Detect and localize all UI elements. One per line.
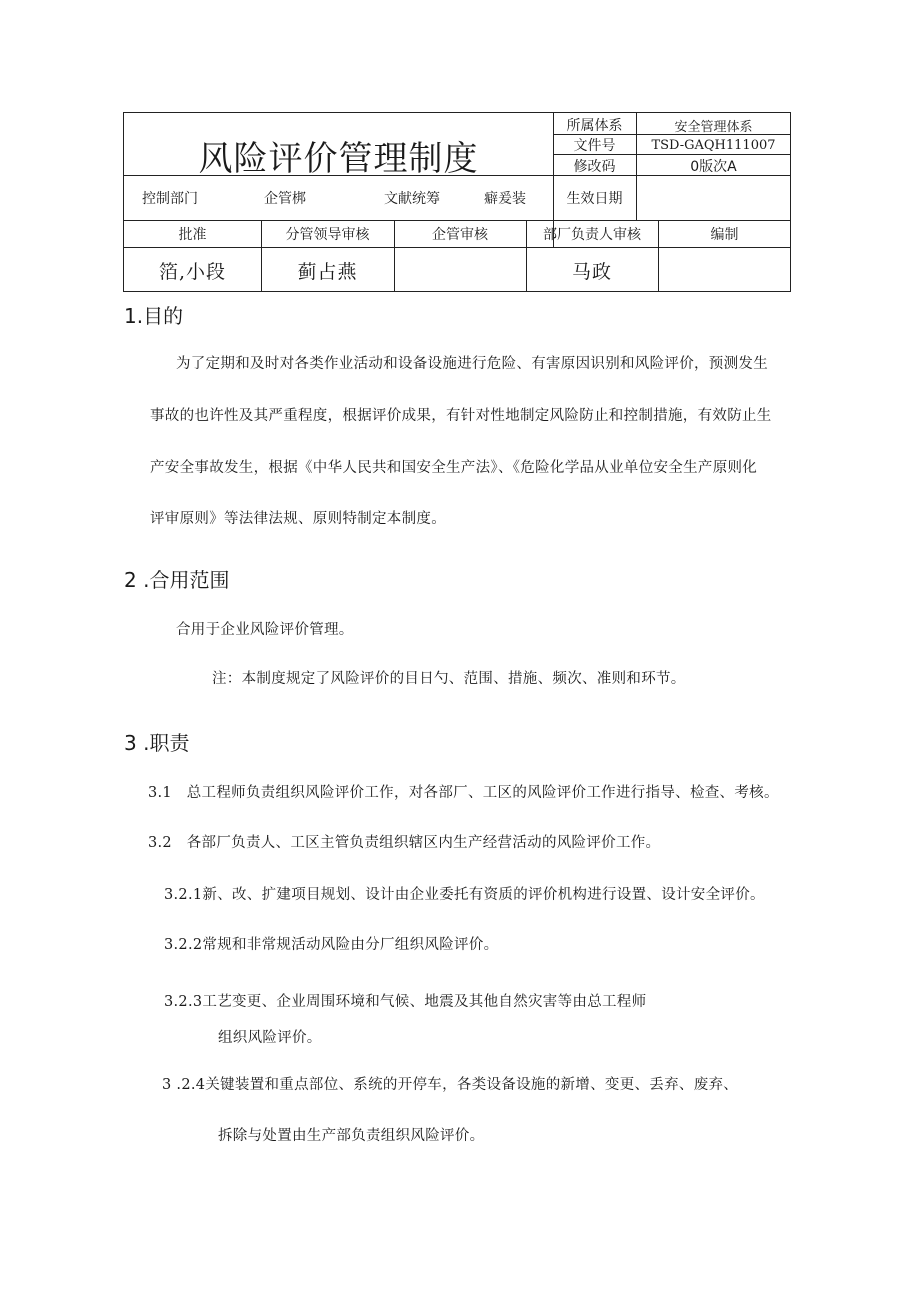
revision-label: 修改码 (573, 159, 616, 175)
approval-col-leader-review: 分管领导审核 (285, 227, 370, 243)
coordination-label: 文献统筹 (384, 191, 440, 207)
section-3-item-cont: 组织风险评价。 (218, 1030, 322, 1046)
section-1-line: 为了定期和及时对各类作业活动和设备设施进行危险、有害原因识别和风险评价，预测发生 (176, 356, 768, 372)
approval-col-approve: 批准 (178, 227, 207, 243)
section-1-line: 评审原则》等法律法规、原则特制定本制度。 (150, 511, 446, 527)
control-dept-value: 企管梆 (264, 191, 306, 207)
approval-col-enterprise-review: 企管审核 (432, 227, 488, 243)
section-1-line: 产安全事故发生，根据《中华人民共和国安全生产法》、《危险化学品从业单位安全生产原则化 (150, 460, 758, 476)
revision-value: 0版次A (690, 159, 737, 175)
signature-leader-review: 蓟占燕 (297, 260, 358, 283)
signature-approve: 箔,小段 (158, 260, 227, 283)
section-3-item: 3.2.1新、改、扩建项目规划、设计由企业委托有资质的评价机构进行设置、设计安全评价。 (164, 887, 765, 903)
section-2-line: 合用于企业风险评价管理。 (176, 622, 354, 638)
coordination-value: 癖爰装 (484, 191, 526, 207)
section-2-heading: 2 .合用范围 (124, 568, 230, 592)
section-2-note: 注：本制度规定了风险评价的目日勺、范围、措施、频次、准则和环节。 (212, 671, 686, 687)
signature-enterprise-review (394, 248, 526, 292)
document-header-table (123, 112, 791, 292)
docno-label: 文件号 (573, 138, 616, 154)
system-value: 安全管理体系 (674, 119, 753, 135)
section-3-item: 3.2 各部厂负责人、工区主管负责组织辖区内生产经营活动的风险评价工作。 (148, 835, 661, 851)
document-title: 风险评价管理制度 (198, 138, 479, 179)
section-3-item: 3.2.2常规和非常规活动风险由分厂组织风险评价。 (164, 937, 499, 953)
effective-date-label: 生效日期 (566, 191, 623, 207)
system-label: 所属体系 (566, 118, 623, 134)
effective-date-value (636, 176, 791, 220)
signature-dept-review: 马政 (571, 260, 612, 283)
approval-col-dept-review: 部厂负责人审核 (543, 227, 641, 243)
docno-value: TSD-GAQH111007 (651, 137, 776, 153)
section-3-item-cont: 拆除与处置由生产部负责组织风险评价。 (218, 1128, 485, 1144)
section-1-line: 事故的也许性及其严重程度，根据评价成果，有针对性地制定风险防止和控制措施，有效防止生 (150, 408, 772, 424)
section-3-item: 3 .2.4关键装置和重点部位、系统的开停车，各类设备设施的新增、变更、丢弃、废弃、 (162, 1077, 739, 1093)
control-dept-label: 控制部门 (142, 191, 198, 207)
approval-col-prepared: 编制 (710, 227, 739, 243)
section-3-item: 3.2.3工艺变更、企业周围环境和气候、地震及其他自然灾害等由总工程师 (164, 994, 647, 1010)
section-1-heading: 1.目的 (124, 304, 184, 328)
signature-prepared (658, 248, 791, 292)
section-3-item: 3.1 总工程师负责组织风险评价工作，对各部厂、工区的风险评价工作进行指导、检查、考核。 (148, 785, 779, 801)
section-3-heading: 3 .职责 (124, 731, 190, 755)
